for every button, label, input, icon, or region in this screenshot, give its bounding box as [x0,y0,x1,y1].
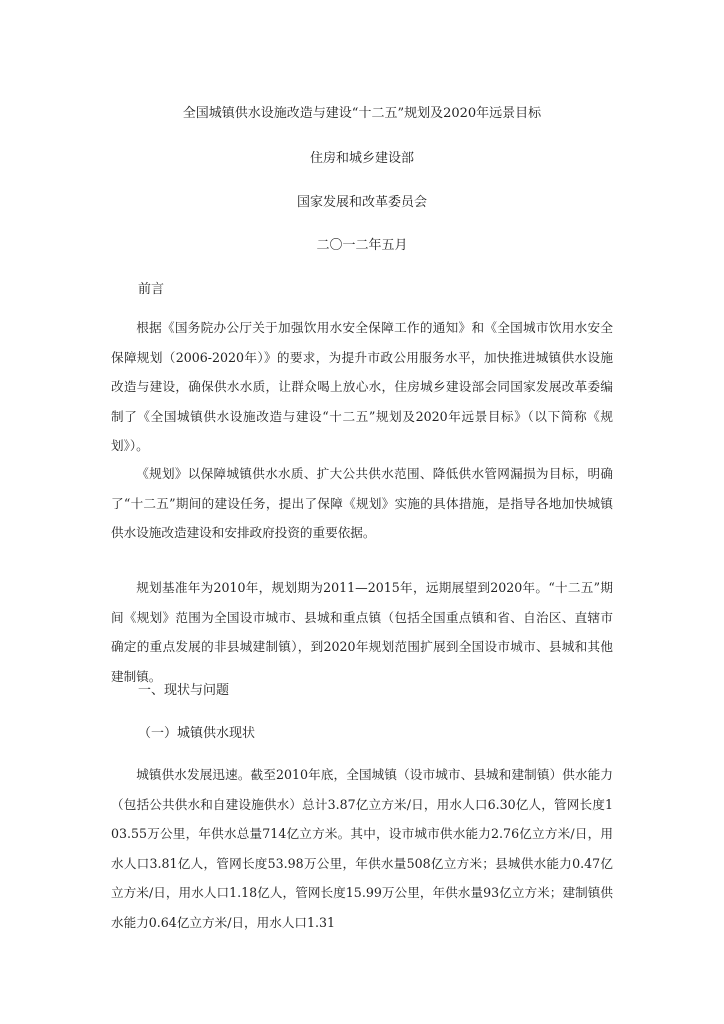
preface-heading: 前言 [138,282,165,297]
document-date: 二〇一二年五月 [316,238,408,253]
paragraph-preface-3: 规划基准年为2010年，规划期为2011—2015年，远期展望到2020年。“十二五”期间《规划》范围为全国设市城市、县城和重点镇（包括全国重点镇和省、自治区、直辖市确定的重点发展的非县城建制镇），到2020年规划范围扩展到全国设市城市、县城和其他建制镇。 [111,580,613,684]
section-1-heading: 一、现状与问题 [138,683,230,698]
issuer-ndrc: 国家发展和改革委员会 [296,195,427,210]
issuer-ministry-housing: 住房和城乡建设部 [309,151,414,166]
paragraph-preface-1: 根据《国务院办公厅关于加强饮用水安全保障工作的通知》和《全国城市饮用水安全保障规划（2006-2020年）》的要求，为提升市政公用服务水平，加快推进城镇供水设施改造与建设，确保供水水质，让群众喝上放心水，住房城乡建设部会同国家发展改革委编制了《全国城镇供水设施改造与建设“十二五”规划及2020年远景目标》（以下简称《规划》）。 [111,320,613,453]
document-title: 全国城镇供水设施改造与建设“十二五”规划及2020年远景目标 [182,106,542,121]
paragraph-preface-2: 《规划》以保障城镇供水水质、扩大公共供水范围、降低供水管网漏损为目标，明确了“十二五”期间的建设任务，提出了保障《规划》实施的具体措施，是指导各地加快城镇供水设施改造建设和安排政府投资的重要依据。 [111,466,613,540]
paragraph-supply-status: 城镇供水发展迅速。截至2010年底，全国城镇（设市城市、县城和建制镇）供水能力（包括公共供水和自建设施供水）总计3.87亿立方米/日，用水人口6.30亿人，管网长度103.55万公里，年供水总量714亿立方米。其中，设市城市供水能力2.76亿立方米/日，用水人口3.81亿人，管网长度53.98万公里，年供水量508亿立方米；县城供水能力0.47亿立方米/日，用水人口1.18亿人，管网长度15.99万公里，年供水量93亿立方米；建制镇供水能力0.64亿立方米/日，用水人口1.31 [111,767,613,930]
subsection-1-heading: （一）城镇供水现状 [138,726,256,741]
